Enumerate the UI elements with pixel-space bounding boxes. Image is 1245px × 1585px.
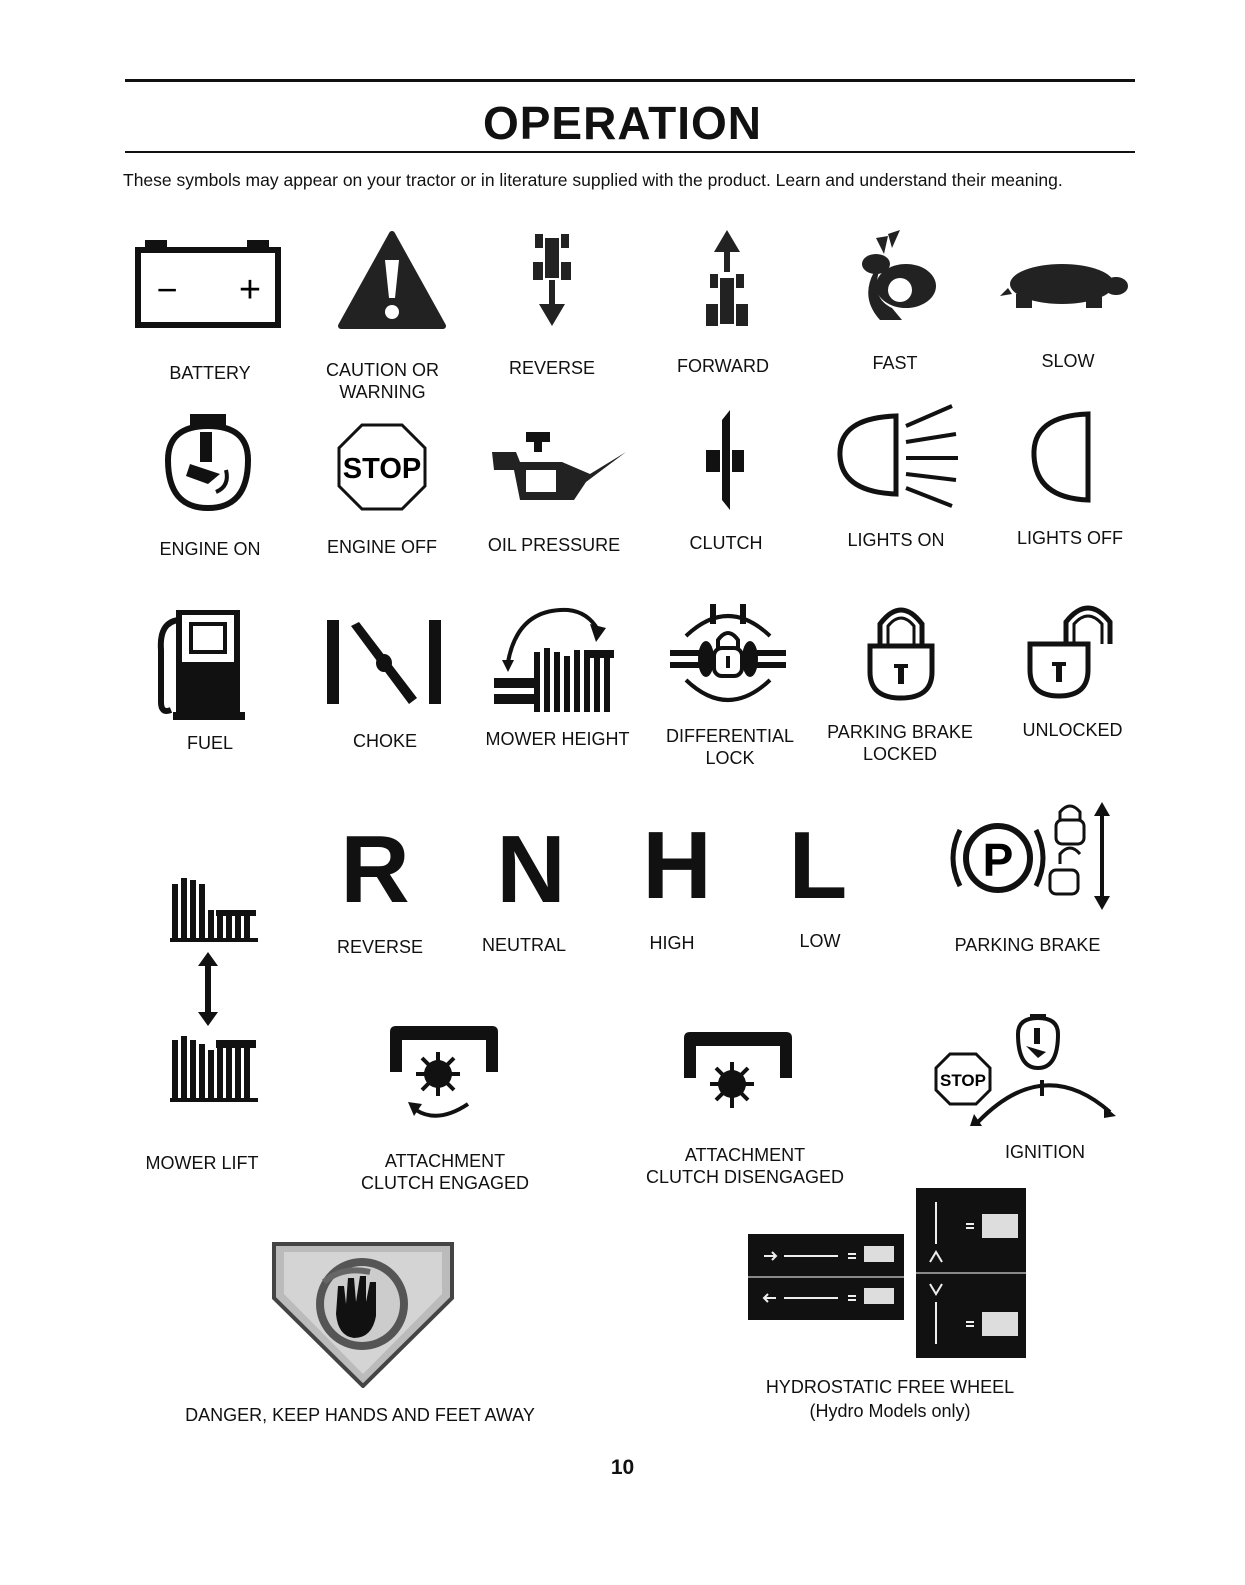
label-slow: SLOW [1041,351,1095,371]
label-hydro-1: HYDROSTATIC FREE WHEEL [765,1377,1015,1397]
label-fuel: FUEL [186,733,233,753]
oil-can-icon [490,430,630,502]
lock-open-icon [1026,600,1122,700]
attachment-clutch-engaged-icon [382,1024,506,1128]
headlight-off-icon [1030,410,1096,504]
label-parking-brake-locked-1: PARKING BRAKE [827,722,973,742]
label-oil-pressure: OIL PRESSURE [487,535,621,555]
label-diff-lock-2: LOCK [705,748,755,768]
label-gear-high: HIGH [649,933,695,953]
label-hydro-2: (Hydro Models only) [809,1401,971,1421]
label-engine-on: ENGINE ON [159,539,261,559]
label-lights-on: LIGHTS ON [847,530,945,550]
label-lights-off: LIGHTS OFF [1016,528,1123,548]
gear-reverse-letter: R [340,816,410,923]
warning-triangle-icon [337,230,447,330]
turtle-icon [998,262,1130,312]
label-parking-brake: PARKING BRAKE [954,935,1101,955]
lock-closed-icon [866,602,936,702]
ignition-icon [934,1014,1120,1128]
label-reverse: REVERSE [508,358,596,378]
label-ace-1: ATTACHMENT [384,1151,506,1171]
stop-sign-text: STOP [342,453,422,485]
intro-text: These symbols may appear on your tractor or in literature supplied with the product. Learn and understand their meaning. [123,170,1063,190]
fuel-pump-icon [155,610,245,722]
reverse-tractor-icon [527,232,577,328]
rabbit-icon [840,228,940,324]
label-ignition: IGNITION [1005,1142,1085,1162]
parking-p-letter: P [982,834,1014,886]
attachment-clutch-disengaged-icon [676,1030,800,1114]
hydro-decal-horizontal [748,1234,904,1320]
label-danger: DANGER, KEEP HANDS AND FEET AWAY [185,1405,535,1425]
engine-on-icon [160,412,256,512]
differential-lock-icon [666,602,790,714]
label-gear-reverse: REVERSE [336,937,424,957]
danger-hand-decal-icon [272,1242,454,1388]
label-clutch: CLUTCH [689,533,763,553]
label-fast: FAST [872,353,918,373]
label-battery: BATTERY [169,363,251,383]
forward-tractor-icon [702,228,752,328]
label-caution-2: WARNING [339,382,426,402]
battery-plus: + [238,269,262,311]
hydro-decal-vertical [916,1188,1026,1358]
label-choke: CHOKE [352,731,417,751]
gear-neutral-letter: N [496,816,566,923]
label-acd-1: ATTACHMENT [684,1145,806,1165]
label-diff-lock-1: DIFFERENTIAL [665,726,794,746]
label-mower-height: MOWER HEIGHT [485,729,630,749]
battery-icon [135,240,281,328]
headlight-on-icon [836,398,962,510]
ignition-stop-text: STOP [940,1071,986,1090]
label-parking-brake-locked-2: LOCKED [862,744,938,764]
engine-off-icon [336,422,428,512]
choke-icon [325,618,443,706]
label-caution-1: CAUTION OR [325,360,439,380]
label-gear-neutral: NEUTRAL [481,935,566,955]
label-ace-2: CLUTCH ENGAGED [360,1173,530,1193]
clutch-icon [700,408,748,512]
top-rule [125,79,1135,82]
label-engine-off: ENGINE OFF [326,537,437,557]
label-acd-2: CLUTCH DISENGAGED [645,1167,845,1187]
label-unlocked: UNLOCKED [1022,720,1123,740]
gear-low-letter: L [788,812,848,919]
label-forward: FORWARD [677,356,769,376]
page-title: OPERATION [482,97,763,149]
page-number: 10 [610,1456,635,1479]
gear-high-letter: H [642,812,712,919]
battery-minus: − [156,269,178,310]
mower-height-icon [488,602,620,714]
label-gear-low: LOW [799,931,841,951]
parking-brake-icon [946,800,1116,912]
mower-lift-icon [168,870,264,1106]
label-mower-lift: MOWER LIFT [145,1153,259,1173]
title-underline [125,151,1135,153]
